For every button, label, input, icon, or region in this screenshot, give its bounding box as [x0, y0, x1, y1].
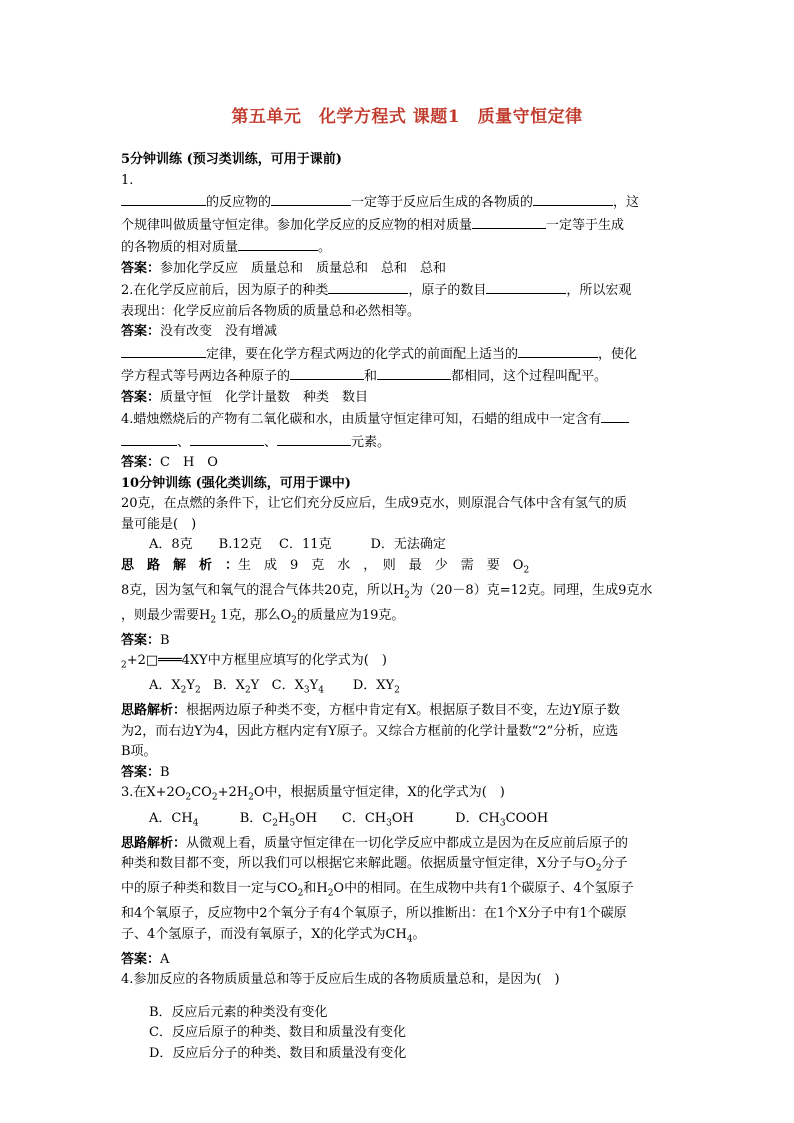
q1-number: 1.: [121, 172, 134, 188]
answer-blank: [190, 431, 264, 446]
answer-blank: [377, 365, 451, 380]
s2q1-analysis-1: 思 路 解 析 ：生 成 9 克 水 ， 则 最 少 需 要 $O_2$: [121, 557, 530, 576]
answer-blank: [277, 431, 351, 446]
s2q2-analysis-3: B项。: [121, 744, 157, 760]
s2q1-line-1: 20克，在点燃的条件下，让它们充分反应后，生成9克水，则原混合气体中含有氢气的质: [121, 496, 627, 511]
s2q2-answer: 答案：B: [121, 764, 170, 780]
q3-line-2: 学方程式等号两边各种原子的 和 都相同，这个过程叫配平。: [121, 365, 673, 388]
s2q1-analysis-2: 8克，因为氢气和氧气的混合气体共20克，所以$H_2$为（20－8）克=12克。同理，生成9克水: [121, 582, 653, 601]
s2q3-line-1: 3.在$X+2O_2CO_2+2H_2O$中，根据质量守恒定律，X的化学式为( ): [121, 785, 505, 804]
section-heading-10min: 10分钟训练 (强化类训练，可用于课中): [121, 475, 351, 491]
s2q4-option-c: C．反应后原子的种类、数目和质量没有变化: [149, 1025, 406, 1041]
s2q2-options: A．$X_2Y_2$ B．$X_2Y$ C．$X_3Y_4$ D．$XY_2$: [149, 678, 400, 696]
q2-line-2: 表现出：化学反应前后各物质的质量总和必然相等。: [121, 303, 421, 319]
q1-line-2: 个规律叫做质量守恒定律。参加化学反应的反应物的相对质量 一定等于生成: [121, 214, 673, 237]
s2q1-answer: 答案：B: [121, 632, 170, 648]
s2q3-analysis-5: 子、4个氢原子，而没有氧原子，X的化学式为$CH_4$。: [121, 926, 426, 945]
s2q3-analysis-1: 思路解析：从微观上看，质量守恒定律在一切化学反应中都成立是因为在反应前后原子的: [121, 835, 629, 851]
q1-line-1: 的反应物的 一定等于反应后生成的各物质的 ，这: [121, 191, 673, 214]
answer-blank: [121, 431, 177, 446]
section-heading-5min: 5分钟训练 (预习类训练，可用于课前): [121, 152, 342, 167]
page-title: 第五单元 化学方程式 课题1 质量守恒定律: [231, 107, 583, 127]
answer-blank: [472, 214, 546, 229]
s2q2-analysis-2: 为2，而右边Y为4，因此方框内定有Y原子。又综合方框前的化学计量数“2”分析，应选: [121, 723, 619, 739]
answer-blank: [290, 365, 364, 380]
answer-blank: [486, 279, 566, 294]
q2-line-1: 2.在化学反应前后，因为原子的种类 ，原子的数目 ，所以宏观: [121, 279, 673, 302]
answer-blank: [271, 191, 351, 206]
s2q4-line-1: 4.参加反应的各物质质量总和等于反应后生成的各物质质量总和，是因为( ): [121, 972, 560, 988]
answer-blank: [533, 191, 613, 206]
answer-blank: [121, 191, 206, 206]
s2q3-analysis-2: 种类和数目都不变，所以我们可以根据它来解此题。依据质量守恒定律，X分子与$O_2$分子: [121, 856, 628, 874]
s2q3-options: A．$CH_4$ B．$C_2H_5OH$ C．$CH_3OH$ D．$CH_3COOH$: [149, 810, 549, 829]
q4-answer: 答案：C H O: [121, 455, 218, 470]
s2q2-analysis-1: 思路解析：根据两边原子种类不变，方框中肯定有X。根据原子数目不变，左边Y原子数: [121, 703, 620, 719]
q4-line-1: 4.蜡烛燃烧后的产物有二氧化碳和水，由质量守恒定律可知，石蜡的组成中一定含有: [121, 408, 673, 431]
s2q2-line-1: $_2$+2□═══4XY中方框里应填写的化学式为( ): [121, 653, 387, 671]
answer-blank: [518, 343, 598, 358]
answer-blank: [328, 279, 408, 294]
s2q4-option-d: D．反应后分子的种类、数目和质量没有变化: [149, 1045, 407, 1061]
q4-line-2: 、 、 元素。: [121, 431, 673, 454]
s2q3-answer: 答案：A: [121, 951, 170, 967]
q3-line-1: 定律，要在化学方程式两边的化学式的前面配上适当的 ，使化: [121, 343, 673, 366]
q1-answer: 答案：参加化学反应 质量总和 质量总和 总和 总和: [121, 260, 447, 276]
answer-blank: [121, 343, 206, 358]
s2q1-options: A．8克 B.12克 C．11克 D．无法确定: [149, 537, 446, 552]
s2q1-analysis-3: ，则最少需要$H_2$ 1克，那么$O_2$的质量应为19克。: [121, 607, 405, 626]
answer-blank: [238, 236, 318, 251]
q1-line-3: 的各物质的相对质量 。: [121, 236, 673, 259]
answer-blank: [601, 408, 629, 423]
s2q4-option-b: B．反应后元素的种类没有变化: [149, 1004, 328, 1020]
q3-answer: 答案：质量守恒 化学计量数 种类 数目: [121, 389, 369, 405]
s2q3-analysis-4: 和4个氧原子，反应物中2个氧分子有4个氧原子，所以推断出：在1个X分子中有1个碳原: [121, 906, 627, 922]
s2q1-line-2: 量可能是( ): [121, 516, 197, 532]
document-page: [121, 104, 673, 1064]
q2-answer: 答案：没有改变 没有增减: [121, 324, 278, 339]
s2q3-analysis-3: 中的原子种类和数目一定与$CO_2$和$H_2O$中的相同。在生成物中共有1个碳原子、4个氢原子: [121, 881, 634, 899]
